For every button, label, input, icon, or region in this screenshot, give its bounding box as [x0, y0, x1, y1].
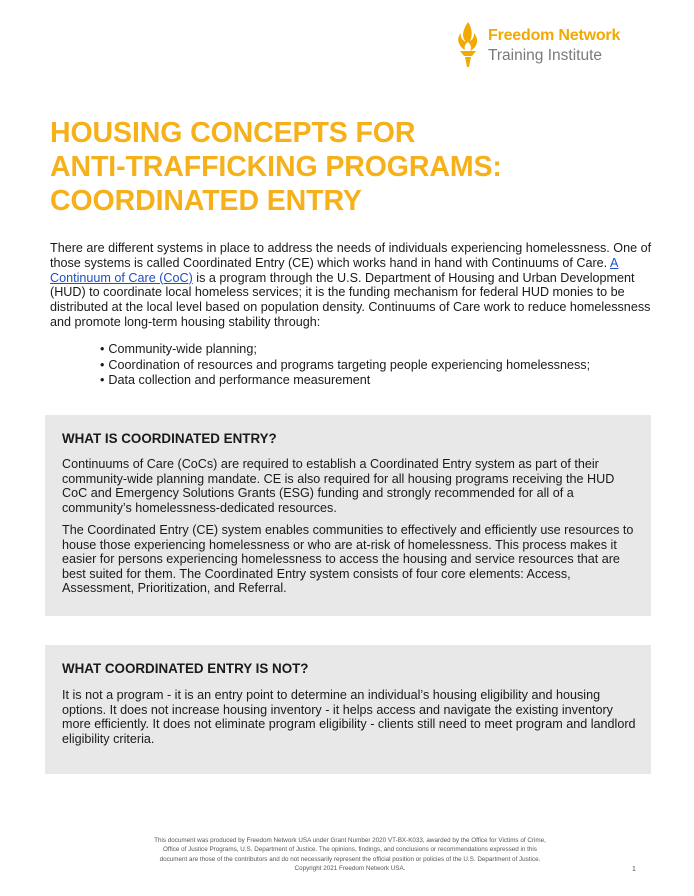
section-paragraph: Continuums of Care (CoCs) are required to establish a Coordinated Entry system as part of their community-wide planning mandate. CE is also required for all housing programs receiving the HUD CoC and Emergency Solutions Grants (ESG) funding and strongly recommended for all of a community’s homelessness-dedicated resources. [62, 457, 615, 515]
intro-text-after-link: is a program through the U.S. Department of Housing and Urban Development (HUD) to coordinate local homeless services; it is the funding mechanism for federal HUD monies to be distributed at the local level based on population density. Continuums of Care work to reduce homelessness and promote long-term housing stability through: [50, 270, 651, 329]
what-is-coordinated-entry-box [45, 415, 651, 616]
bullet-item: • Data collection and performance measurement [100, 373, 660, 389]
footer-line: This document was produced by Freedom Network USA under Grant Number 2020 VT-BX-K033, awarded by the Office for Victims of Crime, [154, 837, 546, 844]
page-number: 1 [632, 866, 636, 873]
footer-line: Office of Justice Programs, U.S. Department of Justice. The opinions, findings, and conclusions or recommendations expressed in this [163, 846, 537, 854]
intro-paragraph [50, 241, 655, 330]
bullet-item: • Coordination of resources and programs targeting people experiencing homelessness; [100, 358, 660, 374]
logo [448, 20, 658, 70]
footer-line: document are those of the contributors and do not necessarily represent the official position or policies of the U.S. Department of Justice. [159, 855, 541, 863]
title-line-1: HOUSING CONCEPTS FOR [50, 117, 416, 149]
logo-name-line1: Freedom Network [488, 27, 621, 44]
what-coordinated-entry-is-not-box [45, 645, 651, 774]
page-title [50, 116, 650, 218]
torch-flame-icon [448, 20, 488, 68]
bullet-list [100, 342, 660, 389]
logo-name-line2: Training Institute [488, 47, 603, 64]
continuum-of-care-link[interactable]: A Continuum of Care (CoC) [50, 255, 619, 285]
bullet-item: • Community-wide planning; [100, 342, 660, 358]
section-heading: WHAT IS COORDINATED ENTRY? [62, 431, 277, 446]
intro-text-before-link: There are different systems in place to address the needs of individuals experiencing homelessness. One of those systems is called Coordinated Entry (CE) which works hand in hand with Continuums of Care. [50, 241, 652, 270]
title-line-3: COORDINATED ENTRY [50, 185, 362, 217]
footer-copyright: Copyright 2021 Freedom Network USA. [294, 865, 406, 873]
section-heading: WHAT COORDINATED ENTRY IS NOT? [62, 661, 309, 676]
footer-disclaimer [90, 836, 610, 874]
title-line-2: ANTI-TRAFFICKING PROGRAMS: [50, 151, 502, 183]
section-paragraph: The Coordinated Entry (CE) system enables communities to effectively and efficiently use resources to house those experiencing homelessness or who are at-risk of homelessness. This process makes it easier for persons experiencing homelessness to access the housing and service resources that are best suited for them. The Coordinated Entry system consists of four core elements: Access, Assessment, Prioritization, and Referral. [62, 523, 634, 596]
section-paragraph: It is not a program - it is an entry point to determine an individual’s housing eligibility and housing options. It does not increase housing inventory - it helps access and navigate the existing inventory more efficiently. It does not eliminate program eligibility - clients still need to meet program and landlord eligibility criteria. [62, 688, 636, 746]
